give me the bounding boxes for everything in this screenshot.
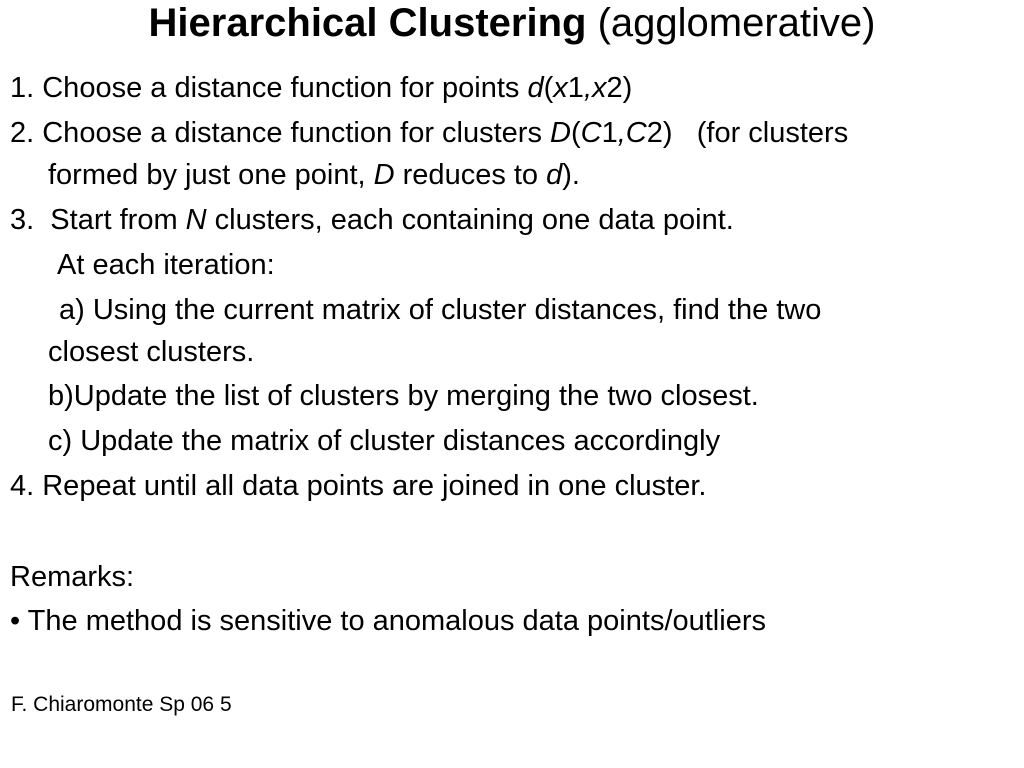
step-3-iteration-text: At each iteration:	[57, 249, 275, 281]
step-2-text: 2. Choose a distance function for clusters	[10, 117, 551, 149]
step-2-c2-var: C	[625, 117, 647, 149]
step-2-comma: ,	[617, 117, 626, 149]
slide-title	[0, 0, 1024, 46]
step-3a-text: a) Using the current matrix of cluster distances, find the two	[59, 294, 822, 326]
remarks-bullet	[10, 604, 766, 638]
step-2-open: (	[570, 117, 581, 149]
slide-footer: F. Chiaromonte Sp 06 5	[11, 693, 232, 716]
step-2-cont-text: formed by just one point,	[48, 159, 374, 191]
step-4-text: 4. Repeat until all data points are joined in one cluster.	[10, 470, 707, 502]
step-2-c1-num: 1	[601, 117, 618, 149]
step-1-x2-var: x	[592, 72, 607, 104]
step-2-suffix: (for clusters	[672, 117, 849, 149]
title-subtitle: (agglomerative)	[597, 1, 876, 45]
step-2-D: D	[550, 117, 571, 149]
step-3a-cont-text: closest clusters.	[48, 336, 255, 368]
step-2-cont-d: d	[546, 159, 563, 191]
step-3a-continuation	[48, 335, 254, 369]
remarks-heading	[10, 560, 134, 594]
step-2-c1-var: C	[580, 117, 602, 149]
step-1-close: )	[622, 72, 633, 104]
step-3b-text: b)Update the list of clusters by merging the two closest.	[48, 380, 759, 412]
step-2-cont-mid: reduces to	[394, 159, 547, 191]
step-2-cont-D: D	[373, 159, 395, 191]
step-1	[10, 71, 632, 105]
step-1-x1-num: 1	[567, 72, 584, 104]
step-1-open: (	[543, 72, 554, 104]
remarks-heading-text: Remarks:	[10, 561, 135, 593]
step-3a	[59, 293, 821, 327]
step-3-iteration	[57, 248, 275, 282]
step-3-N: N	[185, 204, 207, 236]
step-2-continuation	[48, 158, 580, 192]
step-1-text: 1. Choose a distance function for points	[10, 72, 528, 104]
step-1-x2-num: 2	[606, 72, 623, 104]
step-2-close: )	[662, 117, 673, 149]
step-3-text: 3. Start from	[10, 204, 186, 236]
step-2	[10, 116, 848, 150]
step-1-x1-var: x	[553, 72, 568, 104]
step-2-c2-num: 2	[646, 117, 663, 149]
step-3c-text: c) Update the matrix of cluster distances accordingly	[48, 425, 721, 457]
step-1-d: d	[527, 72, 544, 104]
remarks-bullet-text: • The method is sensitive to anomalous data points/outliers	[10, 605, 766, 637]
step-1-comma: ,	[583, 72, 592, 104]
step-3	[10, 203, 734, 237]
step-3b	[48, 379, 759, 413]
step-2-cont-end: ).	[562, 159, 580, 191]
title-bold: Hierarchical Clustering	[148, 1, 587, 45]
step-3c	[48, 424, 720, 458]
step-3-suffix: clusters, each containing one data point.	[206, 204, 734, 236]
step-4	[10, 469, 706, 503]
